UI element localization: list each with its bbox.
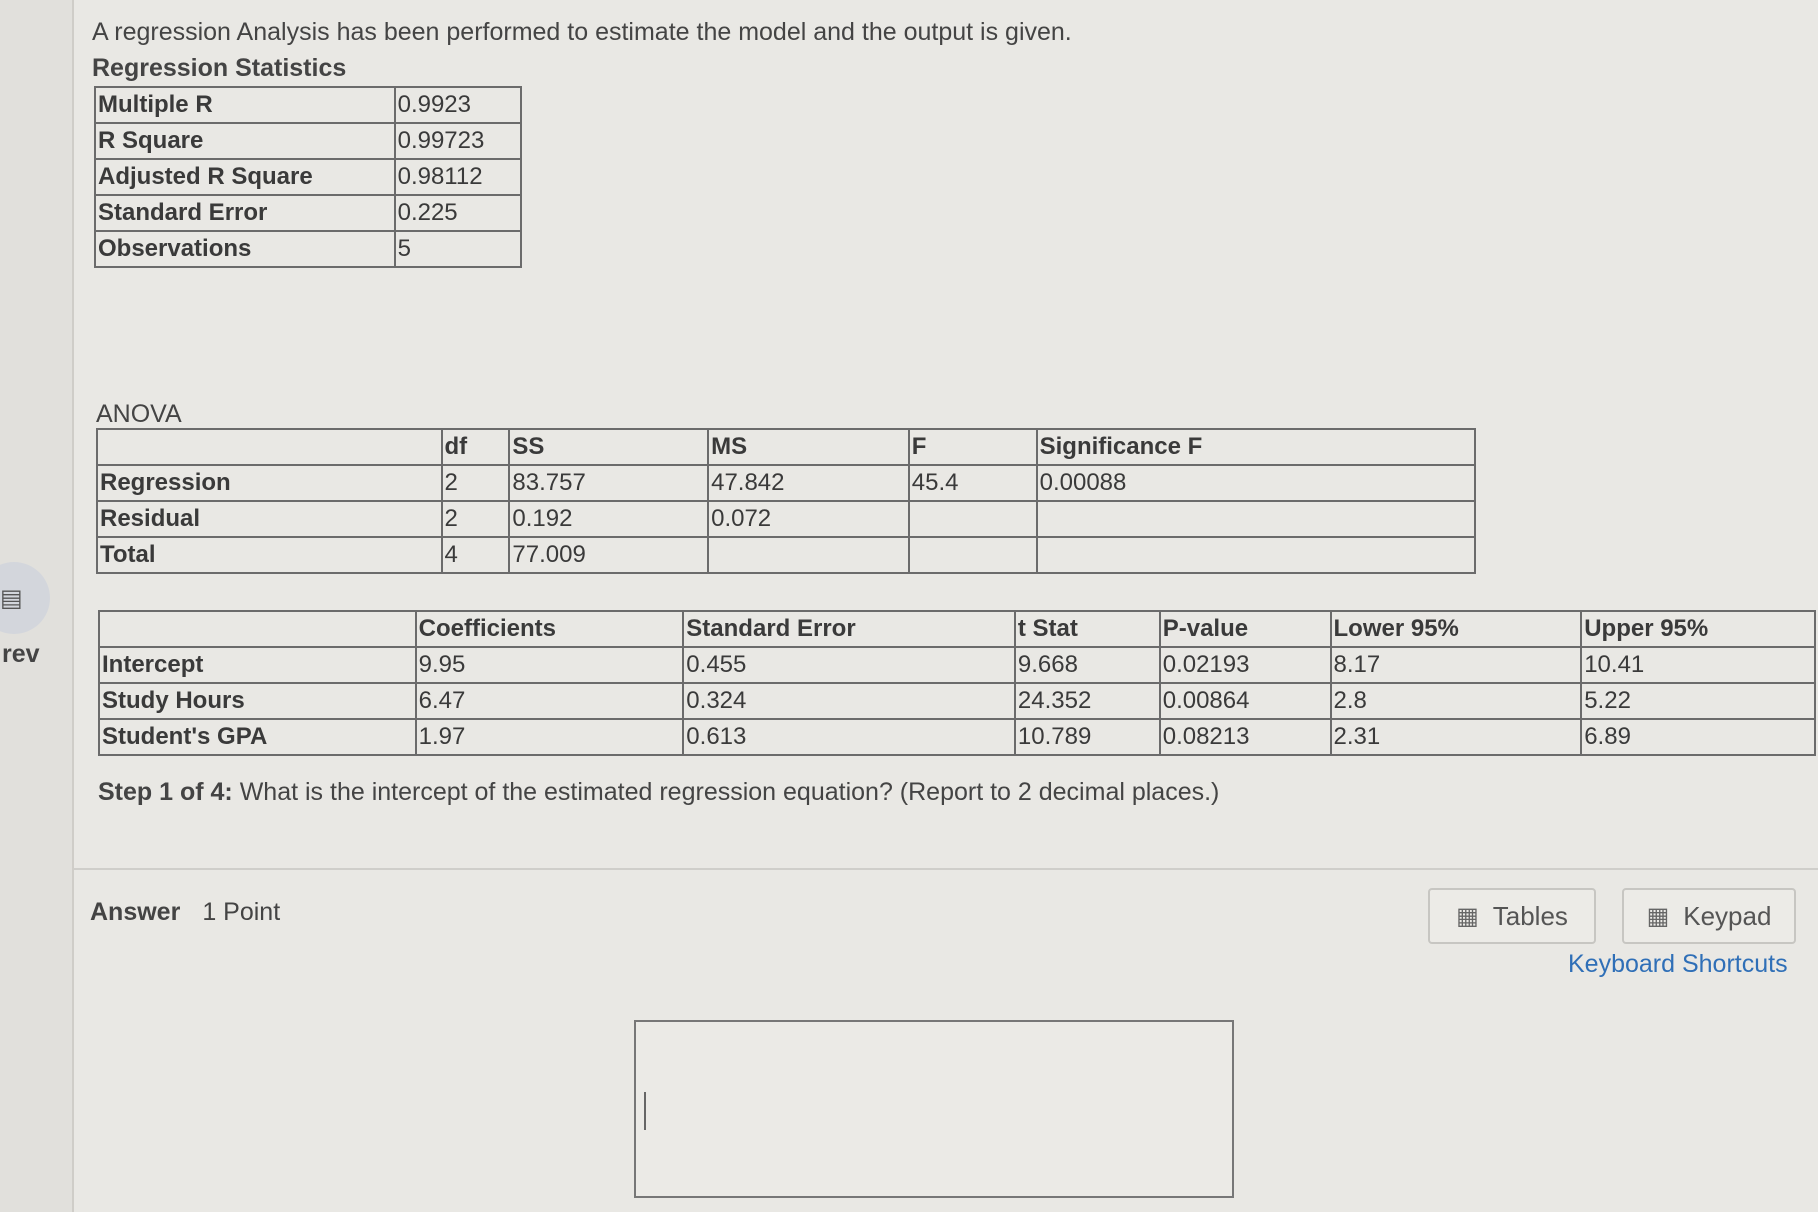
table-cell: 0.613 bbox=[683, 719, 1015, 755]
keypad-button-label: Keypad bbox=[1683, 900, 1772, 931]
table-cell: 2 bbox=[442, 465, 510, 501]
table-row bbox=[99, 647, 1815, 683]
keypad-icon: ▦ bbox=[1646, 902, 1670, 930]
row-label: Study Hours bbox=[99, 683, 416, 719]
table-cell: 47.842 bbox=[708, 465, 909, 501]
step-prompt bbox=[98, 778, 1219, 807]
table-cell: 2.31 bbox=[1331, 719, 1582, 755]
stat-value: 0.98112 bbox=[395, 159, 521, 195]
table-cell: 0.02193 bbox=[1160, 647, 1331, 683]
coefficients-table bbox=[98, 610, 1816, 756]
table-row bbox=[97, 537, 1475, 573]
table-row bbox=[95, 159, 521, 195]
table-row bbox=[95, 123, 521, 159]
column-header: t Stat bbox=[1015, 611, 1160, 647]
table-cell: 10.789 bbox=[1015, 719, 1160, 755]
table-row bbox=[95, 231, 521, 267]
table-row bbox=[99, 683, 1815, 719]
table-cell: 0.00864 bbox=[1160, 683, 1331, 719]
table-header-row bbox=[97, 429, 1475, 465]
anova-table bbox=[96, 428, 1476, 574]
stat-value: 0.9923 bbox=[395, 87, 521, 123]
table-cell: 45.4 bbox=[909, 465, 1037, 501]
anova-title: ANOVA bbox=[96, 400, 182, 428]
table-cell: 24.352 bbox=[1015, 683, 1160, 719]
table-cell: 6.47 bbox=[416, 683, 684, 719]
keypad-button[interactable] bbox=[1622, 888, 1796, 944]
column-header: Lower 95% bbox=[1331, 611, 1582, 647]
stat-value: 0.225 bbox=[395, 195, 521, 231]
table-cell: 0.455 bbox=[683, 647, 1015, 683]
table-row bbox=[99, 719, 1815, 755]
stat-label: Observations bbox=[95, 231, 395, 267]
table-cell: 1.97 bbox=[416, 719, 684, 755]
column-header: Standard Error bbox=[683, 611, 1015, 647]
table-cell: 5.22 bbox=[1581, 683, 1815, 719]
table-cell: 83.757 bbox=[509, 465, 708, 501]
regression-statistics-title: Regression Statistics bbox=[92, 54, 347, 82]
table-header-row bbox=[99, 611, 1815, 647]
table-row bbox=[95, 87, 521, 123]
answer-points: 1 Point bbox=[202, 898, 281, 926]
step-text: What is the intercept of the estimated regression equation? (Report to 2 decimal places.) bbox=[239, 778, 1220, 806]
column-header: F bbox=[909, 429, 1037, 465]
stat-label: Adjusted R Square bbox=[95, 159, 395, 195]
row-label: Regression bbox=[97, 465, 442, 501]
table-cell: 0.192 bbox=[509, 501, 708, 537]
table-cell bbox=[708, 537, 909, 573]
column-header: Upper 95% bbox=[1581, 611, 1815, 647]
table-cell: 77.009 bbox=[509, 537, 708, 573]
table-cell: 8.17 bbox=[1331, 647, 1582, 683]
answer-heading bbox=[90, 898, 280, 927]
table-cell: 9.95 bbox=[416, 647, 684, 683]
table-cell bbox=[909, 537, 1037, 573]
column-header: MS bbox=[708, 429, 909, 465]
table-cell: 9.668 bbox=[1015, 647, 1160, 683]
row-label: Residual bbox=[97, 501, 442, 537]
stat-label: Multiple R bbox=[95, 87, 395, 123]
column-header: Significance F bbox=[1037, 429, 1475, 465]
table-cell: 4 bbox=[442, 537, 510, 573]
answer-label: Answer bbox=[90, 898, 181, 926]
keyboard-shortcuts-link[interactable]: Keyboard Shortcuts bbox=[1568, 950, 1788, 978]
table-cell: 6.89 bbox=[1581, 719, 1815, 755]
table-cell: 2.8 bbox=[1331, 683, 1582, 719]
table-cell: 10.41 bbox=[1581, 647, 1815, 683]
left-rail bbox=[0, 0, 74, 1212]
text-cursor bbox=[644, 1092, 646, 1130]
tables-button-label: Tables bbox=[1492, 900, 1568, 931]
table-grid-icon: ▦ bbox=[1456, 902, 1479, 930]
row-label: Total bbox=[97, 537, 442, 573]
table-cell: 0.00088 bbox=[1037, 465, 1475, 501]
column-header: Coefficients bbox=[416, 611, 684, 647]
question-panel bbox=[74, 0, 1818, 1212]
table-cell: 0.08213 bbox=[1160, 719, 1331, 755]
table-cell: 0.324 bbox=[683, 683, 1015, 719]
table-row bbox=[97, 465, 1475, 501]
table-cell bbox=[909, 501, 1037, 537]
table-cell bbox=[1037, 501, 1475, 537]
divider bbox=[74, 868, 1818, 870]
table-cell bbox=[1037, 537, 1475, 573]
column-header bbox=[97, 429, 442, 465]
previous-label[interactable]: rev bbox=[2, 640, 40, 668]
row-label: Student's GPA bbox=[99, 719, 416, 755]
column-header bbox=[99, 611, 416, 647]
column-header: SS bbox=[509, 429, 708, 465]
previous-icon: ▤ bbox=[0, 585, 23, 612]
step-label: Step 1 of 4: bbox=[98, 778, 233, 806]
stat-label: R Square bbox=[95, 123, 395, 159]
column-header: df bbox=[442, 429, 510, 465]
column-header: P-value bbox=[1160, 611, 1331, 647]
row-label: Intercept bbox=[99, 647, 416, 683]
stat-label: Standard Error bbox=[95, 195, 395, 231]
question-intro: A regression Analysis has been performed to estimate the model and the output is given. bbox=[92, 18, 1072, 46]
stat-value: 0.99723 bbox=[395, 123, 521, 159]
regression-statistics-table bbox=[94, 86, 522, 268]
stat-value: 5 bbox=[395, 231, 521, 267]
answer-input[interactable] bbox=[634, 1020, 1234, 1198]
table-row bbox=[95, 195, 521, 231]
table-cell: 2 bbox=[442, 501, 510, 537]
table-row bbox=[97, 501, 1475, 537]
tables-button[interactable] bbox=[1428, 888, 1596, 944]
table-cell: 0.072 bbox=[708, 501, 909, 537]
